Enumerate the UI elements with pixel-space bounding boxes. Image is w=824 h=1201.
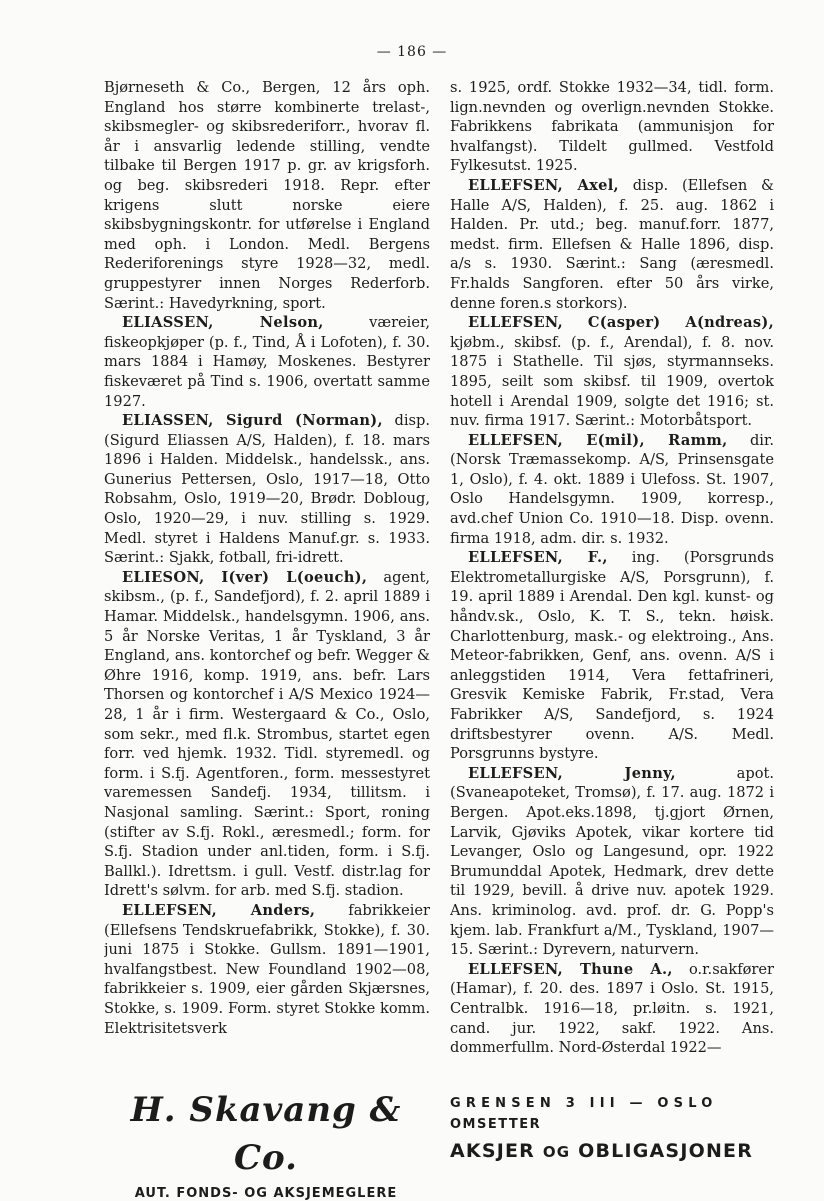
entry-text: væreier, fiskeopkjøper (p. f., Tind, Å i Lofoten), f. 30. mars 1884 i Hamøy, Moskenes. Bestyrer fiskeværet på Tind s. 1906, overtatt samme 1927.: [104, 314, 430, 410]
entry-name: ELIASSEN, Nelson,: [122, 314, 324, 332]
left-column: [104, 78, 430, 1058]
entry-text: fabrikkeier (Ellefsens Tendskruefabrikk, Stokke), f. 30. juni 1875 i Stokke. Gullsm. 1891—1901, hvalfangstbest. New Foundland 1902—08, fabrikkeier s. 1909, eier gården Skjærsnes, Stokke, s. 1909. Form. styret Stokke komm. Elektrisitetsverk: [104, 901, 430, 1037]
biography-entry: [104, 568, 430, 901]
biography-entry: [450, 176, 774, 313]
biography-entry: [104, 411, 430, 568]
biography-entry: [450, 548, 774, 764]
biography-entry: [104, 78, 430, 313]
biography-entry: [450, 313, 774, 431]
advertisement-grensen: [450, 1096, 774, 1162]
entry-name: ELLEFSEN, Thune A.,: [468, 960, 673, 978]
skavang-logo: H. Skavang & Co.: [130, 1090, 402, 1178]
entry-text: apot. (Svaneapoteket, Tromsø), f. 17. aug. 1872 i Bergen. Apot.eks.1898, tj.gjort Ørnen, Larvik, Gjøviks Apotek, vikar kortere tid Levanger, Oslo og Langesund, opr. 1922 Brumunddal Apotek, Hedmark, drev dette til 1929, bevill. å drive nuv. apotek 1929. Ans. kriminolog. avd. prof. dr. G. Popp's kjem. lab. Frankfurt a/M., Tyskland, 1907—15. Særint.: Dyrevern, naturvern.: [450, 764, 774, 959]
biography-entry: [450, 431, 774, 549]
entry-text: Bjørneseth & Co., Bergen, 12 års oph. England hos større kombinerte trelast-, skibsmegler- og skibsrederiforr., hvorav fl. år i ansvarlig ledende stilling, vendte tilbake til Bergen 1917 p. gr. av krigsforh. og beg. skibsrederi 1918. Repr. efter krigens slutt norske eiere skibsbygningskontr. for utførelse i England med oph. i London. Medl. Bergens Rederiforenings styre 1928—32, medl. gruppestyrer innen Norges Rederforb. Særint.: Havedyrkning, sport.: [104, 79, 430, 312]
advertisement-skavang: [104, 1086, 428, 1201]
biography-entry: [450, 78, 774, 176]
entry-name: ELLEFSEN, F.,: [468, 549, 608, 567]
entry-text: kjøbm., skibsf. (p. f., Arendal), f. 8. nov. 1875 i Stathelle. Til sjøs, styrmannseks. 1895, seilt som skibsf. til 1909, overtok hotell i Arendal 1909, solgte det 1916; st. nuv. firma 1917. Særint.: Motorbåtsport.: [450, 333, 774, 430]
entry-name: ELLEFSEN, Jenny,: [468, 764, 676, 782]
skavang-subtitle: AUT. FONDS- OG AKSJEMEGLERE: [134, 1186, 398, 1201]
entry-text: disp. (Sigurd Eliassen A/S, Halden), f. 18. mars 1896 i Halden. Middelsk., handelssk., ans. Gunerius Pettersen, Oslo, 1917—18, Otto Robsahm, Oslo, 1919—20, Brødr. Dobloug, Oslo, 1920—29, i nuv. stilling s. 1929. Medl. styret i Haldens Manuf.gr. s. 1933. Særint.: Sjakk, fotball, fri-idrett.: [104, 412, 430, 567]
entry-text: s. 1925, ordf. Stokke 1932—34, tidl. form. lign.nevnden og overlign.nevnden Stokke. Fabrikkens fabrikata (ammunisjon for hvalfangst). Tildelt gullmed. Vestfold Fylkesutst. 1925.: [450, 79, 774, 175]
entry-name: ELLEFSEN, Axel,: [468, 176, 619, 194]
biography-entry: [104, 901, 430, 1038]
biography-entry: [450, 764, 774, 960]
biography-entry: [104, 313, 430, 411]
entry-text: o.r.sakfører (Hamar), f. 20. des. 1897 i Oslo. St. 1915, Centralbk. 1916—18, pr.løitn. s. 1921, cand. jur. 1922, sakf. 1922. Ans. dommerfullm. Nord-Østerdal 1922—: [450, 960, 774, 1057]
ad-address: GRENSEN 3 III — OSLO: [450, 1096, 718, 1111]
ad-omsetter: OMSETTER: [450, 1117, 542, 1132]
entry-text: agent, skibsm., (p. f., Sandefjord), f. 2. april 1889 i Hamar. Middelsk., handelsgymn. 1906, ans. 5 år Norske Veritas, 1 år Tyskland, 3 år England, ans. kontorchef og befr. Wegger & Øhre 1916, komp. 1919, ans. befr. Lars Thorsen og kontorchef i A/S Mexico 1924—28, 1 år i firm. Westergaard & Co., Oslo, som sekr., med fl.k. Strombus, startet egen forr. ved hjemk. 1932. Tidl. styremedl. og form. i S.fj. Agentforen., form. messestyret varemessen Sandefj. 1934, tillitsm. i Nasjonal samling. Særint.: Sport, roning (stifter av S.fj. Rokl., æresmedl.; form. for S.fj. Stadion under anl.tiden, form. i S.fj. Ballkl.). Idrettsm. i gull. Vestf. distr.lag for Idrett's sølvm. for arb. med S.fj. stadion.: [104, 568, 430, 900]
ad-aksjer: AKSJER: [450, 1140, 535, 1162]
entry-text: dir. (Norsk Træmassekomp. A/S, Prinsensgate 1, Oslo), f. 4. okt. 1889 i Ulefoss. St. 1907, Oslo Handelsgymn. 1909, korresp., avd.chef Union Co. 1910—18. Disp. ovenn. firma 1918, adm. dir. s. 1932.: [450, 431, 774, 547]
entry-name: ELIASSEN, Sigurd (Norman),: [122, 412, 383, 430]
ad-og: OG: [542, 1143, 571, 1161]
page-number: — 186 —: [376, 44, 448, 60]
entry-name: ELLEFSEN, C(asper) A(ndreas),: [468, 314, 774, 332]
ad-aksjer-obligasjoner: [450, 1140, 774, 1162]
biography-entry: [450, 960, 774, 1058]
entry-name: ELLEFSEN, E(mil), Ramm,: [468, 431, 728, 449]
entry-name: ELLEFSEN, Anders,: [122, 901, 316, 919]
entry-name: ELIESON, I(ver) L(oeuch),: [122, 568, 368, 586]
ad-obligasjoner: OBLIGASJONER: [578, 1140, 754, 1162]
right-column: [450, 78, 774, 1058]
entry-text: disp. (Ellefsen & Halle A/S, Halden), f. 25. aug. 1862 i Halden. Pr. utd.; beg. manuf.forr. 1877, medst. firm. Ellefsen & Halle 1896, disp. a/s s. 1930. Særint.: Sang (æresmedl. Fr.halds Sangforen. efter 50 års virke, denne foren.s storkors).: [450, 176, 774, 312]
entry-text: ing. (Porsgrunds Elektrometallurgiske A/S, Porsgrunn), f. 19. april 1889 i Arendal. Den kgl. kunst- og håndv.sk., Oslo, K. T. S., tekn. høisk. Charlottenburg, mask.- og elektroing., Ans. Meteor-fabrikken, Genf, ans. ovenn. A/S i anleggstiden 1914, Vera fettafrineri, Gresvik Kemiske Fabrik, Fr.stad, Vera Fabrikker A/S, Sandefjord, s. 1924 driftsbestyrer ovenn. A/S. Medl. Porsgrunns bystyre.: [450, 549, 774, 763]
